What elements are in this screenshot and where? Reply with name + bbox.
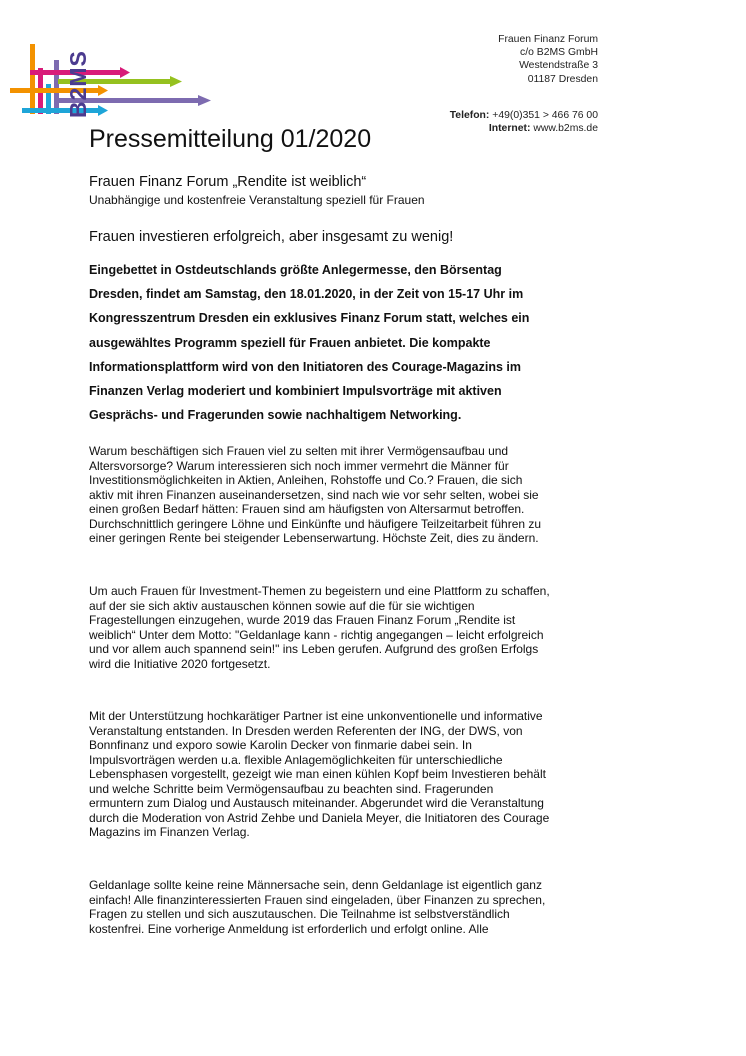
phone-label: Telefon:	[449, 110, 490, 121]
headline: Frauen investieren erfolgreich, aber insgesamt zu wenig!	[89, 229, 454, 245]
text-line: Durchschnittlich geringere Löhne und Einkünfte und häufigere Teilzeitarbeit führen zu	[89, 516, 542, 531]
text-line: einer geringen Rente bei steigender Lebenserwartung. Höchste Zeit, dies zu ändern.	[89, 531, 539, 545]
text-line: einfach! Alle finanzinteressierten Frauen sind eingeladen, über Finanzen zu sprechen,	[89, 892, 546, 907]
lead-paragraph	[89, 258, 609, 427]
address-block	[498, 33, 598, 86]
lead-line: Kongresszentrum Dresden ein exklusives Finanz Forum statt, welches ein	[89, 311, 530, 326]
website-link[interactable]: www.b2ms.de	[533, 123, 598, 135]
b2ms-logo	[8, 40, 218, 120]
body-paragraph-4	[89, 878, 609, 936]
text-line: Magazins im Finanzen Verlag.	[89, 825, 250, 839]
text-line: Fragestellungen einzugehen, wurde 2019 das Frauen Finanz Forum „Rendite ist	[89, 613, 516, 627]
event-title: Frauen Finanz Forum „Rendite ist weiblich“	[89, 174, 367, 190]
text-line: Altersvorsorge? Warum interessieren sich noch immer vermehrt die Männer für	[89, 458, 509, 473]
lead-line: Gesprächs- und Fragerunden sowie nachhaltigem Networking.	[89, 408, 462, 423]
lead-line: Dresden, findet am Samstag, den 18.01.2020, in der Zeit von 15-17 Uhr im	[89, 287, 524, 302]
contact-block	[450, 109, 598, 135]
text-line: wird die Initiative 2020 fortgesetzt.	[89, 656, 271, 671]
text-line: Investitionsmöglichkeiten in Aktien, Anleihen, Rohstoffe und Co.? Frauen, die sich	[89, 473, 523, 487]
page-title: Pressemitteilung 01/2020	[89, 125, 372, 153]
text-line: auf der sie sich aktiv austauschen können sowie auf die für sie wichtigen	[89, 598, 475, 613]
internet-line	[450, 122, 598, 135]
address-line: 01187 Dresden	[527, 73, 598, 85]
text-line: Veranstaltung entstanden. In Dresden werden Referenten der ING, der DWS, von	[89, 723, 523, 738]
address-line: c/o B2MS GmbH	[520, 47, 598, 59]
text-line: und welche Schritte beim Vermögensaufbau zu beachten sind. Fragerunden	[89, 781, 494, 796]
phone-number: +49(0)351 > 466 76 00	[492, 110, 598, 121]
text-line: Lebensphasen vorgestellt, gezeigt wie man einen kühlen Kopf beim Investieren behält	[89, 767, 546, 781]
logo-bar-purple	[54, 60, 59, 114]
text-line: ermuntern zum Dialog und Austausch miteinander. Abgerundet wird die Veranstaltung	[89, 796, 544, 810]
text-line: Mit der Unterstützung hochkarätiger Partner ist eine unkonventionelle und informative	[89, 709, 543, 723]
text-line: aktiv mit ihren Finanzen auseinandersetzen, sind nach wie vor sehr selten, wobei sie	[89, 487, 539, 502]
text-line: Impulsvorträgen werden u.a. flexible Anlagemöglichkeiten für unterschiedliche	[89, 752, 503, 767]
event-subtitle: Unabhängige und kostenfreie Veranstaltung speziell für Frauen	[89, 193, 425, 207]
text-line: kostenfrei. Eine vorherige Anmeldung ist erforderlich und erfolgt online. Alle	[89, 921, 489, 936]
address-line: Frauen Finanz Forum	[498, 34, 598, 45]
text-line: Warum beschäftigen sich Frauen viel zu selten mit ihrer Vermögensaufbau und	[89, 444, 509, 458]
text-line: weiblich“ Unter dem Motto: "Geldanlage kann - richtig angegangen – leicht erfolgreich	[89, 627, 544, 642]
text-line: Fragen zu stellen und sich auszutauschen. Die Teilnahme ist selbstverständlich	[89, 907, 510, 921]
lead-line: Informationsplattform wird von den Initiatoren des Courage-Magazins im	[89, 359, 521, 374]
text-line: und vor allem auch spannend sein!" ins Leben gerufen. Aufgrund des großen Erfolgs	[89, 642, 539, 656]
text-line: Bonnfinanz und exporo sowie Karolin Decker von finmarie dabei sein. In	[89, 738, 472, 752]
text-line: einen großen Bedarf hätten: Frauen sind am häufigsten von Altersarmut betroffen.	[89, 502, 525, 516]
logo-bar-orange	[30, 44, 35, 114]
text-line: Um auch Frauen für Investment-Themen zu begeistern und eine Plattform zu schaffen,	[89, 584, 550, 598]
body-paragraph-2	[89, 584, 609, 671]
text-line: durch die Moderation von Astrid Zehbe und Daniela Meyer, die Initiatoren des Courage	[89, 810, 550, 825]
body-paragraph-1	[89, 444, 609, 546]
phone-line	[450, 109, 598, 122]
lead-line: Eingebettet in Ostdeutschlands größte Anlegermesse, den Börsentag	[89, 263, 502, 277]
lead-line: Finanzen Verlag moderiert und kombiniert Impulsvorträge mit aktiven	[89, 384, 502, 399]
lead-line: ausgewähltes Programm speziell für Frauen anbietet. Die kompakte	[89, 335, 491, 350]
body-paragraph-3	[89, 709, 609, 840]
internet-label: Internet:	[488, 123, 531, 135]
logo-text: B2MS	[65, 50, 91, 118]
address-line: Westendstraße 3	[519, 60, 598, 72]
text-line: Geldanlage sollte keine reine Männersache sein, denn Geldanlage ist eigentlich ganz	[89, 878, 542, 892]
